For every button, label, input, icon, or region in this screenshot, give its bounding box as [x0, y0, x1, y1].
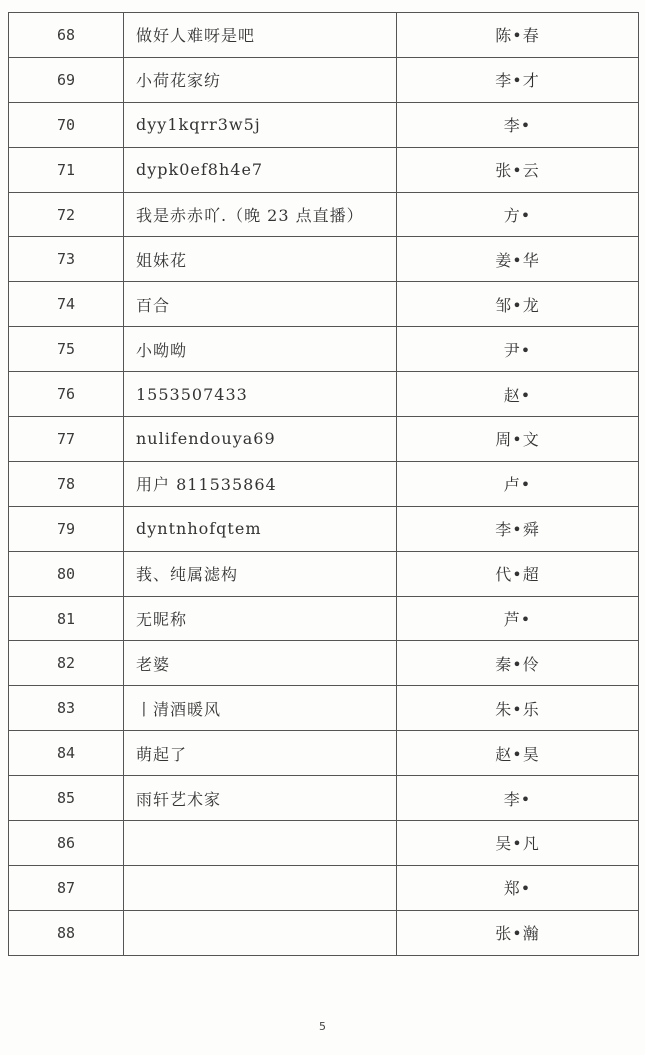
row-number: 68 — [9, 13, 124, 57]
row-number: 87 — [9, 866, 124, 910]
row-number: 72 — [9, 193, 124, 237]
table-row — [9, 417, 639, 462]
nickname-cell: 做好人难呀是吧 — [124, 13, 397, 57]
name-cell: 吴•凡 — [397, 821, 639, 865]
nickname-cell: 丨清酒暖风 — [124, 686, 397, 730]
name-cell: 李• — [397, 776, 639, 820]
table-row — [9, 193, 639, 238]
name-cell: 方• — [397, 193, 639, 237]
nickname-cell: 姐妹花 — [124, 237, 397, 281]
nickname-cell — [124, 911, 397, 955]
table-row — [9, 148, 639, 193]
table-row — [9, 686, 639, 731]
table-row — [9, 552, 639, 597]
table-row — [9, 507, 639, 552]
nickname-cell: dyy1kqrr3w5j — [124, 103, 397, 147]
table-row — [9, 237, 639, 282]
nickname-cell — [124, 866, 397, 910]
row-number: 71 — [9, 148, 124, 192]
nickname-cell: 莪、纯属滤构 — [124, 552, 397, 596]
name-cell: 赵• — [397, 372, 639, 416]
nickname-cell: 百合 — [124, 282, 397, 326]
table-row — [9, 866, 639, 911]
row-number: 73 — [9, 237, 124, 281]
name-cell: 芦• — [397, 597, 639, 641]
nickname-cell: 萌起了 — [124, 731, 397, 775]
row-number: 79 — [9, 507, 124, 551]
row-number: 76 — [9, 372, 124, 416]
row-number: 81 — [9, 597, 124, 641]
nickname-cell: 我是赤赤吖.（晚 23 点直播） — [124, 193, 397, 237]
nickname-cell — [124, 821, 397, 865]
name-cell: 陈•春 — [397, 13, 639, 57]
name-cell: 李• — [397, 103, 639, 147]
records-table — [8, 12, 639, 956]
name-cell: 秦•伶 — [397, 641, 639, 685]
row-number: 75 — [9, 327, 124, 371]
row-number: 84 — [9, 731, 124, 775]
row-number: 74 — [9, 282, 124, 326]
nickname-cell: dyntnhofqtem — [124, 507, 397, 551]
table-row — [9, 731, 639, 776]
nickname-cell: nulifendouya69 — [124, 417, 397, 461]
name-cell: 朱•乐 — [397, 686, 639, 730]
name-cell: 代•超 — [397, 552, 639, 596]
row-number: 77 — [9, 417, 124, 461]
row-number: 78 — [9, 462, 124, 506]
table-row — [9, 282, 639, 327]
name-cell: 李•舜 — [397, 507, 639, 551]
row-number: 80 — [9, 552, 124, 596]
table-row — [9, 58, 639, 103]
name-cell: 姜•华 — [397, 237, 639, 281]
nickname-cell: 无昵称 — [124, 597, 397, 641]
name-cell: 张•瀚 — [397, 911, 639, 955]
name-cell: 赵•昊 — [397, 731, 639, 775]
row-number: 82 — [9, 641, 124, 685]
row-number: 86 — [9, 821, 124, 865]
name-cell: 邹•龙 — [397, 282, 639, 326]
table-row — [9, 776, 639, 821]
nickname-cell: 1553507433 — [124, 372, 397, 416]
nickname-cell: 小荷花家纺 — [124, 58, 397, 102]
table-row — [9, 641, 639, 686]
name-cell: 郑• — [397, 866, 639, 910]
table-row — [9, 327, 639, 372]
table-row — [9, 462, 639, 507]
table-row — [9, 13, 639, 58]
row-number: 70 — [9, 103, 124, 147]
nickname-cell: 用户 811535864 — [124, 462, 397, 506]
table-row — [9, 821, 639, 866]
name-cell: 张•云 — [397, 148, 639, 192]
nickname-cell: 小呦呦 — [124, 327, 397, 371]
name-cell: 卢• — [397, 462, 639, 506]
table-row — [9, 911, 639, 956]
page-number: 5 — [319, 1020, 326, 1033]
name-cell: 周•文 — [397, 417, 639, 461]
table-row — [9, 597, 639, 642]
nickname-cell: 老婆 — [124, 641, 397, 685]
nickname-cell: dypk0ef8h4e7 — [124, 148, 397, 192]
table-row — [9, 372, 639, 417]
name-cell: 李•才 — [397, 58, 639, 102]
row-number: 88 — [9, 911, 124, 955]
table-row — [9, 103, 639, 148]
name-cell: 尹• — [397, 327, 639, 371]
row-number: 85 — [9, 776, 124, 820]
row-number: 83 — [9, 686, 124, 730]
nickname-cell: 雨轩艺术家 — [124, 776, 397, 820]
row-number: 69 — [9, 58, 124, 102]
